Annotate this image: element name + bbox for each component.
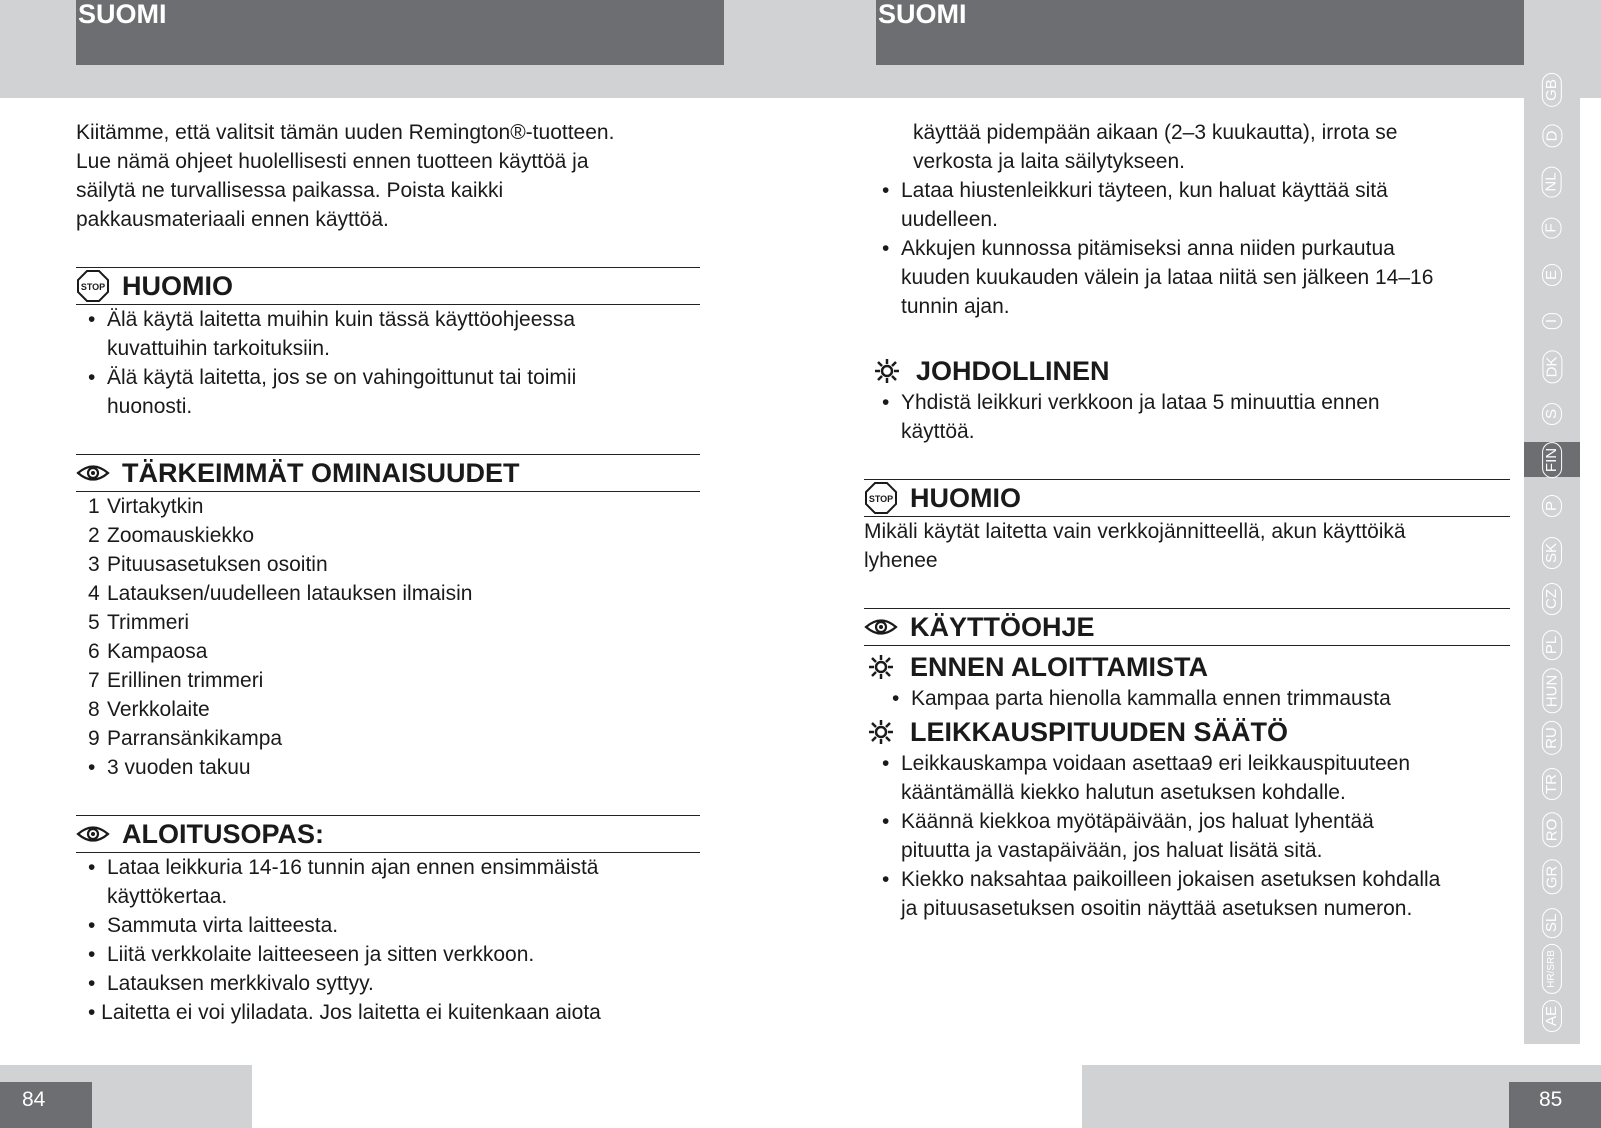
language-tab-sl[interactable]	[1524, 905, 1580, 940]
list-item: • Sammuta virta laitteesta.	[76, 911, 700, 940]
language-tab-ro[interactable]	[1524, 813, 1580, 848]
language-tab-sk[interactable]	[1524, 535, 1580, 570]
eye-icon	[864, 610, 898, 644]
stop-icon	[76, 269, 110, 303]
cutting-length-heading: LEIKKAUSPITUUDEN SÄÄTÖ	[864, 715, 1510, 749]
features-heading: TÄRKEIMMÄT OMINAISUUDET	[76, 454, 700, 492]
list-item: • Latauksen merkkivalo syttyy.	[76, 969, 700, 998]
language-tab-label: HR/SRB	[1542, 944, 1562, 994]
list-item: • Käännä kiekkoa myötäpäivään, jos haluat lyhentää pituutta ja vastapäivään, jos haluat lisätä sitä.	[870, 807, 1510, 865]
cutting-length-list	[870, 749, 1510, 923]
sun-icon	[864, 650, 898, 684]
svg-text:STOP: STOP	[868, 494, 894, 504]
features-section	[76, 454, 700, 782]
language-tab-label: NL	[1542, 167, 1562, 198]
list-item: • Kampaa parta hienolla kammalla ennen trimmausta	[880, 684, 1510, 713]
charging-list	[870, 176, 1510, 321]
right-caution-text: Mikäli käytät laitetta vain verkkojännitteellä, akun käyttöikä lyhenee	[864, 520, 1406, 572]
before-start-list	[880, 684, 1510, 713]
language-tab-e[interactable]	[1524, 257, 1580, 292]
left-page-column	[76, 118, 700, 1027]
list-item: • Älä käytä laitetta muihin kuin tässä käyttöohjeessa kuvattuihin tarkoituksiin.	[76, 305, 700, 363]
sun-icon	[864, 715, 898, 749]
language-tab-p[interactable]	[1524, 489, 1580, 524]
language-tab-cz[interactable]	[1524, 581, 1580, 616]
start-heading: ALOITUSOPAS:	[76, 815, 700, 853]
language-tab-pl[interactable]	[1524, 628, 1580, 663]
list-item: 8 Verkkolaite	[88, 698, 210, 721]
caution-list	[76, 305, 700, 421]
language-tab-dk[interactable]	[1524, 350, 1580, 385]
language-tab-i[interactable]	[1524, 304, 1580, 339]
before-start-heading: ENNEN ALOITTAMISTA	[864, 650, 1510, 684]
right-caution-heading: STOP HUOMIO	[864, 479, 1510, 517]
list-item: 4 Latauksen/uudelleen latauksen ilmaisin	[88, 582, 473, 605]
language-tab-label: SL	[1542, 908, 1562, 938]
language-tab-label: I	[1542, 313, 1562, 329]
usage-heading: KÄYTTÖOHJE	[864, 608, 1510, 646]
page-number-right: 85	[1509, 1082, 1601, 1128]
list-item: • Kiekko naksahtaa paikoilleen jokaisen asetuksen kohdalla ja pituusasetuksen osoitin näyttää asetuksen numeron.	[870, 865, 1510, 923]
stop-icon	[864, 481, 898, 515]
language-tab-tr[interactable]	[1524, 767, 1580, 802]
language-tab-label: FIN	[1542, 442, 1562, 478]
language-tab-fin[interactable]	[1524, 442, 1580, 477]
language-tab-label: RO	[1542, 813, 1562, 848]
start-list	[76, 853, 700, 998]
language-tab-ae[interactable]	[1524, 998, 1580, 1033]
right-page-column	[864, 118, 1510, 923]
right-language-header: SUOMI	[876, 0, 1524, 65]
features-list	[76, 492, 700, 782]
right-caution-section	[864, 479, 1510, 575]
language-tab-label: CZ	[1542, 583, 1562, 615]
sun-icon	[870, 354, 904, 388]
continued-text: käyttää pidempään aikaan (2–3 kuukautta), irrota se verkosta ja laita säilytykseen.	[913, 121, 1398, 173]
list-item: 5 Trimmeri	[88, 611, 190, 634]
list-item: • Yhdistä leikkuri verkkoon ja lataa 5 minuuttia ennen käyttöä.	[870, 388, 1510, 446]
language-tab-label: P	[1542, 495, 1562, 517]
language-tab-label: HUN	[1542, 669, 1562, 714]
language-tab-gr[interactable]	[1524, 859, 1580, 894]
list-item: • Leikkauskampa voidaan asettaa9 eri leikkauspituuteen kääntämällä kiekko halutun asetuksen kohdalle.	[870, 749, 1510, 807]
eye-icon	[76, 817, 110, 851]
usage-section	[864, 608, 1510, 923]
corded-heading: JOHDOLLINEN	[870, 354, 1510, 388]
list-item: 6 Kampaosa	[88, 640, 208, 663]
language-tab-label: GR	[1542, 859, 1562, 894]
language-tab-s[interactable]	[1524, 396, 1580, 431]
list-item: 3 Pituusasetuksen osoitin	[88, 553, 328, 576]
language-tab-label: DK	[1542, 351, 1562, 384]
list-item: • Lataa hiustenleikkuri täyteen, kun haluat käyttää sitä uudelleen.	[870, 176, 1510, 234]
language-tab-label: RU	[1542, 721, 1562, 755]
eye-icon	[76, 456, 110, 490]
language-tab-label: E	[1542, 264, 1562, 286]
language-tab-d[interactable]	[1524, 118, 1580, 153]
language-tab-hr-srb[interactable]	[1524, 952, 1580, 987]
language-tab-label: S	[1542, 403, 1562, 425]
list-item: • Laitetta ei voi yliladata. Jos laitetta ei kuitenkaan aiota	[88, 1001, 601, 1024]
corded-list	[870, 388, 1510, 446]
intro-text: Kiitämme, että valitsit tämän uuden Remington®-tuotteen. Lue nämä ohjeet huolellisesti ennen tuotteen käyttöä ja säilytä ne turvallisessa paikassa. Poista kaikki pakkausmateriaali ennen käyttöä.	[76, 121, 615, 231]
page-number-left: 84	[0, 1082, 92, 1128]
language-tab-label: D	[1542, 124, 1562, 147]
language-tab-hun[interactable]	[1524, 674, 1580, 709]
language-tab-label: PL	[1542, 630, 1562, 660]
language-tab-ru[interactable]	[1524, 720, 1580, 755]
list-item: • Lataa leikkuria 14-16 tunnin ajan ennen ensimmäistä käyttökertaa.	[76, 853, 700, 911]
caution-section	[76, 267, 700, 421]
list-item: • Akkujen kunnossa pitämiseksi anna niiden purkautua kuuden kuukauden välein ja lataa niitä sen jälkeen 14–16 tunnin ajan.	[870, 234, 1510, 321]
language-tab-label: GB	[1542, 73, 1562, 107]
list-item: 2 Zoomauskiekko	[88, 524, 255, 547]
language-tab-label: F	[1542, 218, 1562, 239]
svg-text:STOP: STOP	[80, 282, 106, 292]
language-tab-label: SK	[1542, 536, 1562, 568]
language-tab-label: AE	[1542, 999, 1562, 1031]
language-tab-nl[interactable]	[1524, 165, 1580, 200]
start-section	[76, 815, 700, 1027]
caution-heading: STOP HUOMIO	[76, 267, 700, 305]
language-tab-label: TR	[1542, 768, 1562, 800]
list-item: • Liitä verkkolaite laitteeseen ja sitten verkkoon.	[76, 940, 700, 969]
language-tab-f[interactable]	[1524, 211, 1580, 246]
list-item: 9 Parransänkikampa	[88, 727, 283, 750]
language-tab-gb[interactable]	[1524, 72, 1580, 107]
list-item: 1 Virtakytkin	[88, 495, 204, 518]
list-item: • Älä käytä laitetta, jos se on vahingoittunut tai toimii huonosti.	[76, 363, 700, 421]
list-item: 7 Erillinen trimmeri	[88, 669, 264, 692]
corded-section	[870, 354, 1510, 446]
warranty-item: • 3 vuoden takuu	[88, 756, 251, 779]
left-language-header: SUOMI	[76, 0, 724, 65]
